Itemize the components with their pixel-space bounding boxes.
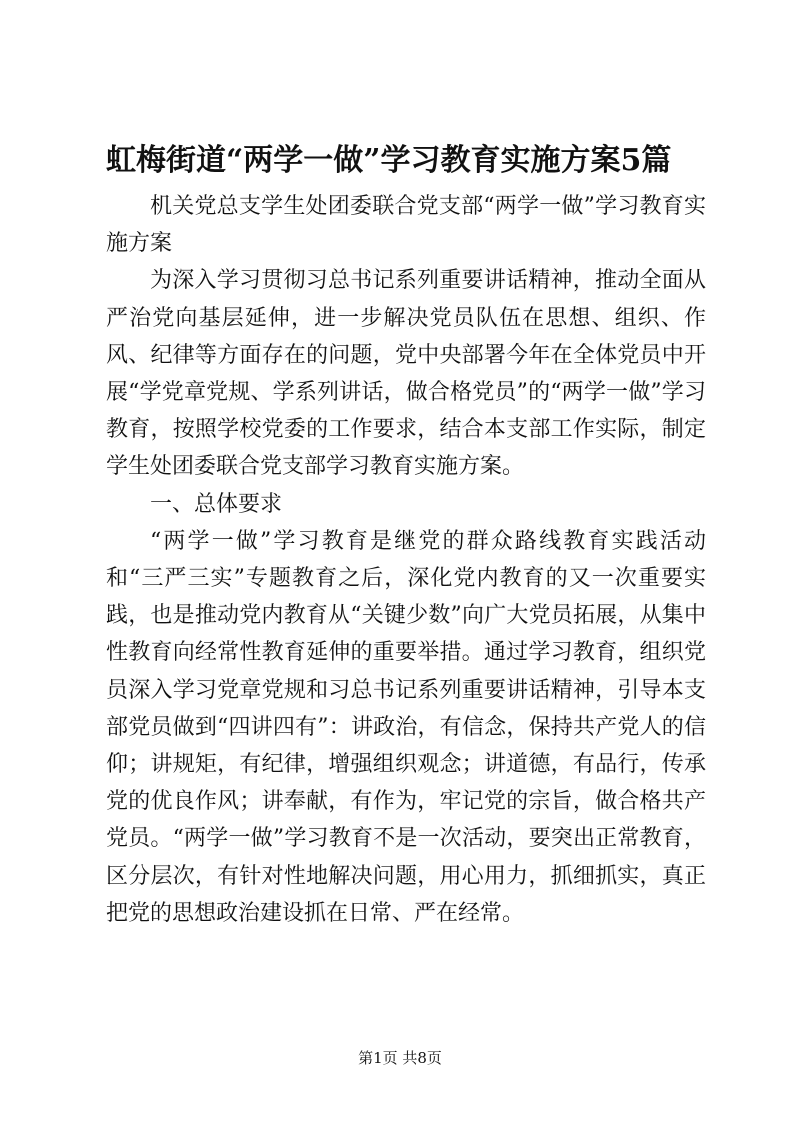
subtitle-paragraph: 机关党总支学生处团委联合党支部“两学一做”学习教育实施方案 [106,194,706,257]
intro-paragraph: 为深入学习贯彻习总书记系列重要讲话精神，推动全面从严治党向基层延伸，进一步解决党员队伍在思想、组织、作风、纪律等方面存在的问题，党中央部署今年在全体党员中开展“学党章党规、学系列讲话，做合格党员”的“两学一做”学习教育，按照学校党委的工作要求，结合本支部工作实际，制定学生处团委联合党支部学习教育实施方案。 [106,268,706,480]
page-footer: 第1页 共8页 [358,1049,442,1067]
document-body [106,188,706,932]
requirements-paragraph: “两学一做”学习教育是继党的群众路线教育实践活动和“三严三实”专题教育之后，深化党内教育的又一次重要实践，也是推动党内教育从“关键少数”向广大党员拓展，从集中性教育向经常性教育延伸的重要举措。通过学习教育，组织党员深入学习党章党规和习总书记系列重要讲话精神，引导本支部党员做到“四讲四有”：讲政治，有信念，保持共产党人的信仰；讲规矩，有纪律，增强组织观念；讲道德，有品行，传承党的优良作风；讲奉献，有作为，牢记党的宗旨，做合格共产党员。“两学一做”学习教育不是一次活动，要突出正常教育，区分层次，有针对性地解决问题，用心用力，抓细抓实，真正把党的思想政治建设抓在日常、严在经常。 [106,528,706,926]
document-title: 虹梅街道“两学一做”学习教育实施方案5篇 [106,143,672,178]
section-heading: 一、总体要求 [150,491,283,517]
